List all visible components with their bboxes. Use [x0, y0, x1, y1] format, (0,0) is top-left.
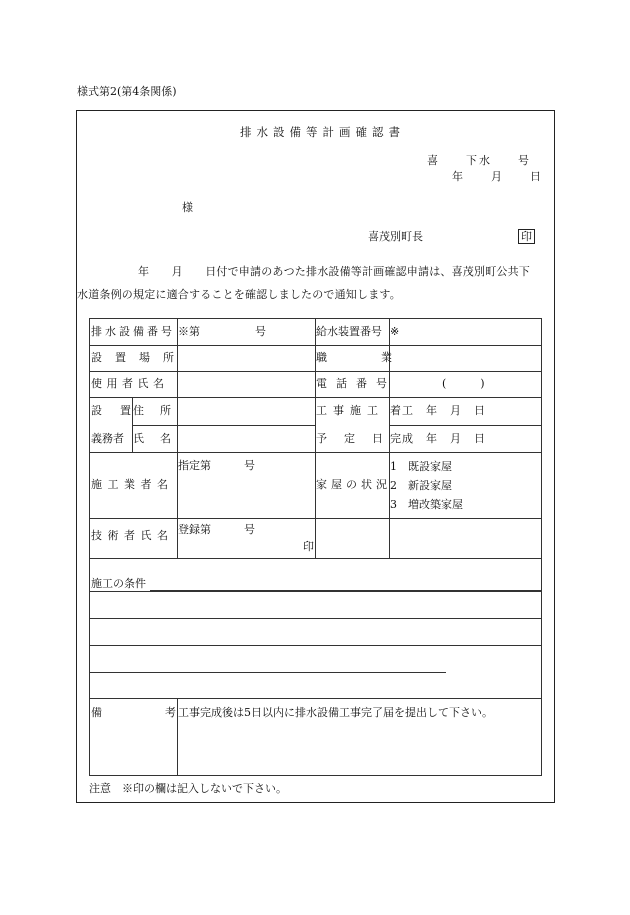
document-date: 年 月 日: [452, 170, 543, 183]
address-label: 住所: [133, 404, 187, 417]
engineer-name-label: 技術者氏名: [91, 529, 174, 542]
water-supply-number-label: 給水装置番号: [316, 325, 382, 338]
engineer-registration-value[interactable]: 登録第 号: [178, 523, 255, 536]
form-label: 様式第2(第4条関係): [77, 85, 177, 98]
construction-start-value[interactable]: 着工 年 月 日: [390, 404, 486, 417]
document-number: 喜 下水 号: [427, 154, 531, 167]
document-title: 排水設備等計画確認書: [240, 125, 405, 139]
obligor-label-bottom: 義務者: [91, 432, 124, 445]
footer-note: 注意 ※印の欄は記入しないで下さい。: [89, 782, 287, 795]
construction-conditions-label: 施工の条件: [91, 577, 146, 590]
water-supply-number-value[interactable]: ※: [390, 325, 400, 338]
schedule-label-bottom: 予定日: [316, 432, 400, 445]
contractor-label: 施工業者名: [91, 478, 174, 491]
body-line-2: 水道条例の規定に適合することを確認しましたので通知します。: [77, 288, 401, 301]
house-option-1[interactable]: 1 既設家屋: [390, 460, 452, 473]
remarks-label-right: 考: [165, 706, 176, 719]
house-option-2[interactable]: 2 新設家屋: [390, 479, 452, 492]
engineer-seal: 印: [303, 540, 314, 553]
remarks-label-left: 備: [91, 706, 102, 719]
obligor-label-top: 設置: [91, 404, 149, 417]
phone-number-value[interactable]: ( ): [442, 377, 489, 390]
contractor-designation-value[interactable]: 指定第 号: [178, 459, 255, 472]
drainage-number-value[interactable]: ※第 号: [178, 325, 266, 338]
drainage-number-label: 排水設備番号: [91, 325, 175, 338]
addressee-suffix: 様: [182, 201, 193, 214]
house-option-3[interactable]: 3 増改築家屋: [390, 498, 463, 511]
install-location-label: 設置場所: [91, 351, 187, 364]
issuer-name: 喜茂別町長: [368, 230, 423, 243]
phone-number-label: 電話番号: [316, 377, 396, 390]
remarks-value: 工事完成後は5日以内に排水設備工事完了届を提出して下さい。: [178, 706, 493, 719]
schedule-label-top: 工事施工: [316, 404, 384, 417]
occupation-label: 職業: [316, 351, 446, 364]
construction-finish-value[interactable]: 完成 年 月 日: [390, 432, 486, 445]
name-label: 氏名: [133, 432, 187, 445]
user-name-label: 使用者氏名: [91, 377, 169, 390]
issuer-seal: 印: [518, 229, 535, 244]
house-status-label: 家屋の状況: [316, 478, 391, 491]
body-line-1: 年 月 日付で申請のあつた排水設備等計画確認申請は、喜茂別町公共下: [138, 265, 530, 278]
